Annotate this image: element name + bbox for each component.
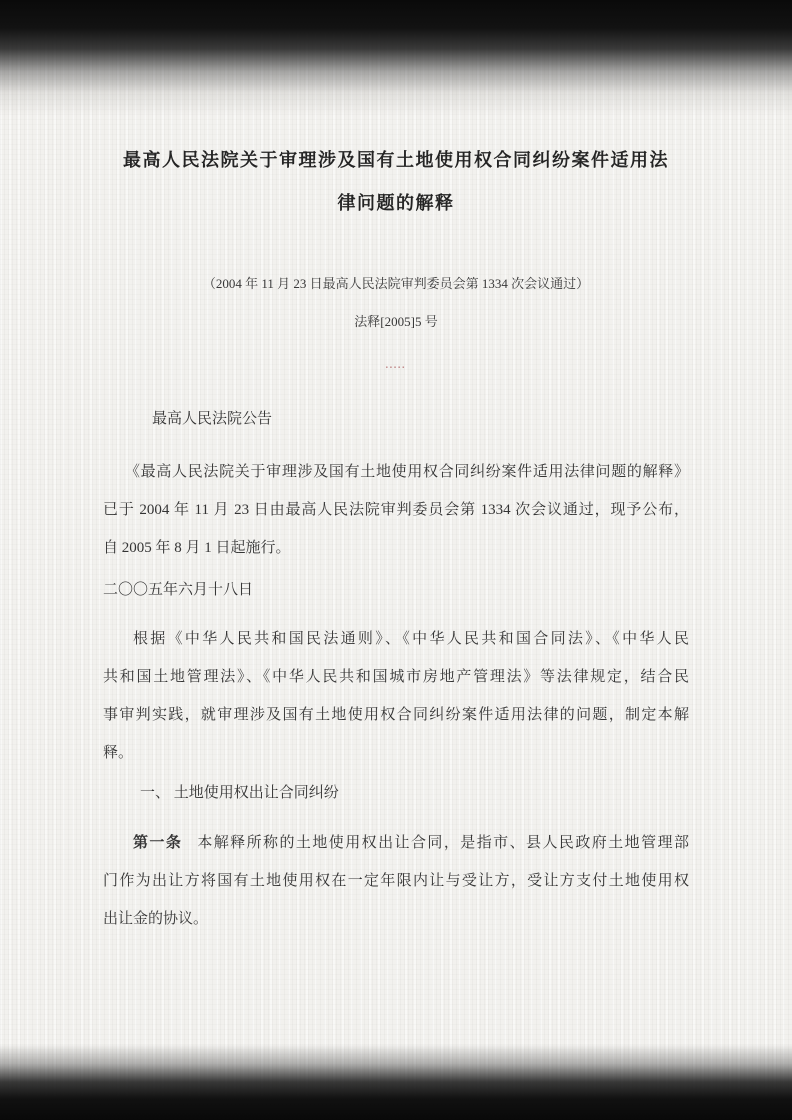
section-heading: 一、 土地使用权出让合同纠纷 bbox=[140, 785, 339, 801]
date-line: 二〇〇五年六月十八日 bbox=[103, 582, 254, 598]
title-line-2: 律问题的解释 bbox=[337, 193, 455, 213]
preamble-line: 共和国土地管理法》、《中华人民共和国城市房地产管理法》等法律规定，结合民 bbox=[103, 669, 689, 685]
document-number: 法释[2005]5 号 bbox=[354, 314, 438, 329]
announcement-heading: 最高人民法院公告 bbox=[152, 411, 273, 427]
article-text: 本解释所称的土地使用权出让合同，是指市、县人民政府土地管理部 bbox=[197, 835, 689, 851]
article-first-line bbox=[103, 824, 689, 862]
article-line: 门作为出让方将国有土地使用权在一定年限内让与受让方，受让方支付土地使用权 bbox=[103, 873, 689, 889]
preamble-line: 事审判实践，就审理涉及国有土地使用权合同纠纷案件适用法律的问题，制定本解 bbox=[103, 707, 689, 723]
announcement-paragraph bbox=[103, 453, 689, 567]
document-content bbox=[103, 0, 689, 1120]
bottom-shadow-gradient bbox=[0, 1044, 792, 1120]
announcement-line: 自 2005 年 8 月 1 日起施行。 bbox=[103, 540, 291, 556]
meeting-approval-note: （2004 年 11 月 23 日最高人民法院审判委员会第 1334 次会议通过） bbox=[202, 276, 590, 291]
announcement-line: 已于 2004 年 11 月 23 日由最高人民法院审判委员会第 1334 次会议通过，现予公布， bbox=[103, 502, 689, 518]
separator-dots: ▪▪▪▪▪ bbox=[385, 365, 407, 371]
top-shadow-gradient bbox=[0, 0, 792, 116]
article-line: 出让金的协议。 bbox=[103, 911, 209, 927]
article-paragraph bbox=[103, 824, 689, 938]
title-line-1: 最高人民法院关于审理涉及国有土地使用权合同纠纷案件适用法 bbox=[123, 150, 669, 170]
preamble-line: 释。 bbox=[103, 745, 134, 761]
article-label: 第一条 bbox=[133, 835, 183, 851]
announcement-line: 《最高人民法院关于审理涉及国有土地使用权合同纠纷案件适用法律问题的解释》 bbox=[125, 464, 689, 480]
preamble-paragraph bbox=[103, 620, 689, 772]
document-title bbox=[103, 139, 689, 225]
preamble-line: 根据《中华人民共和国民法通则》、《中华人民共和国合同法》、《中华人民 bbox=[133, 631, 689, 647]
